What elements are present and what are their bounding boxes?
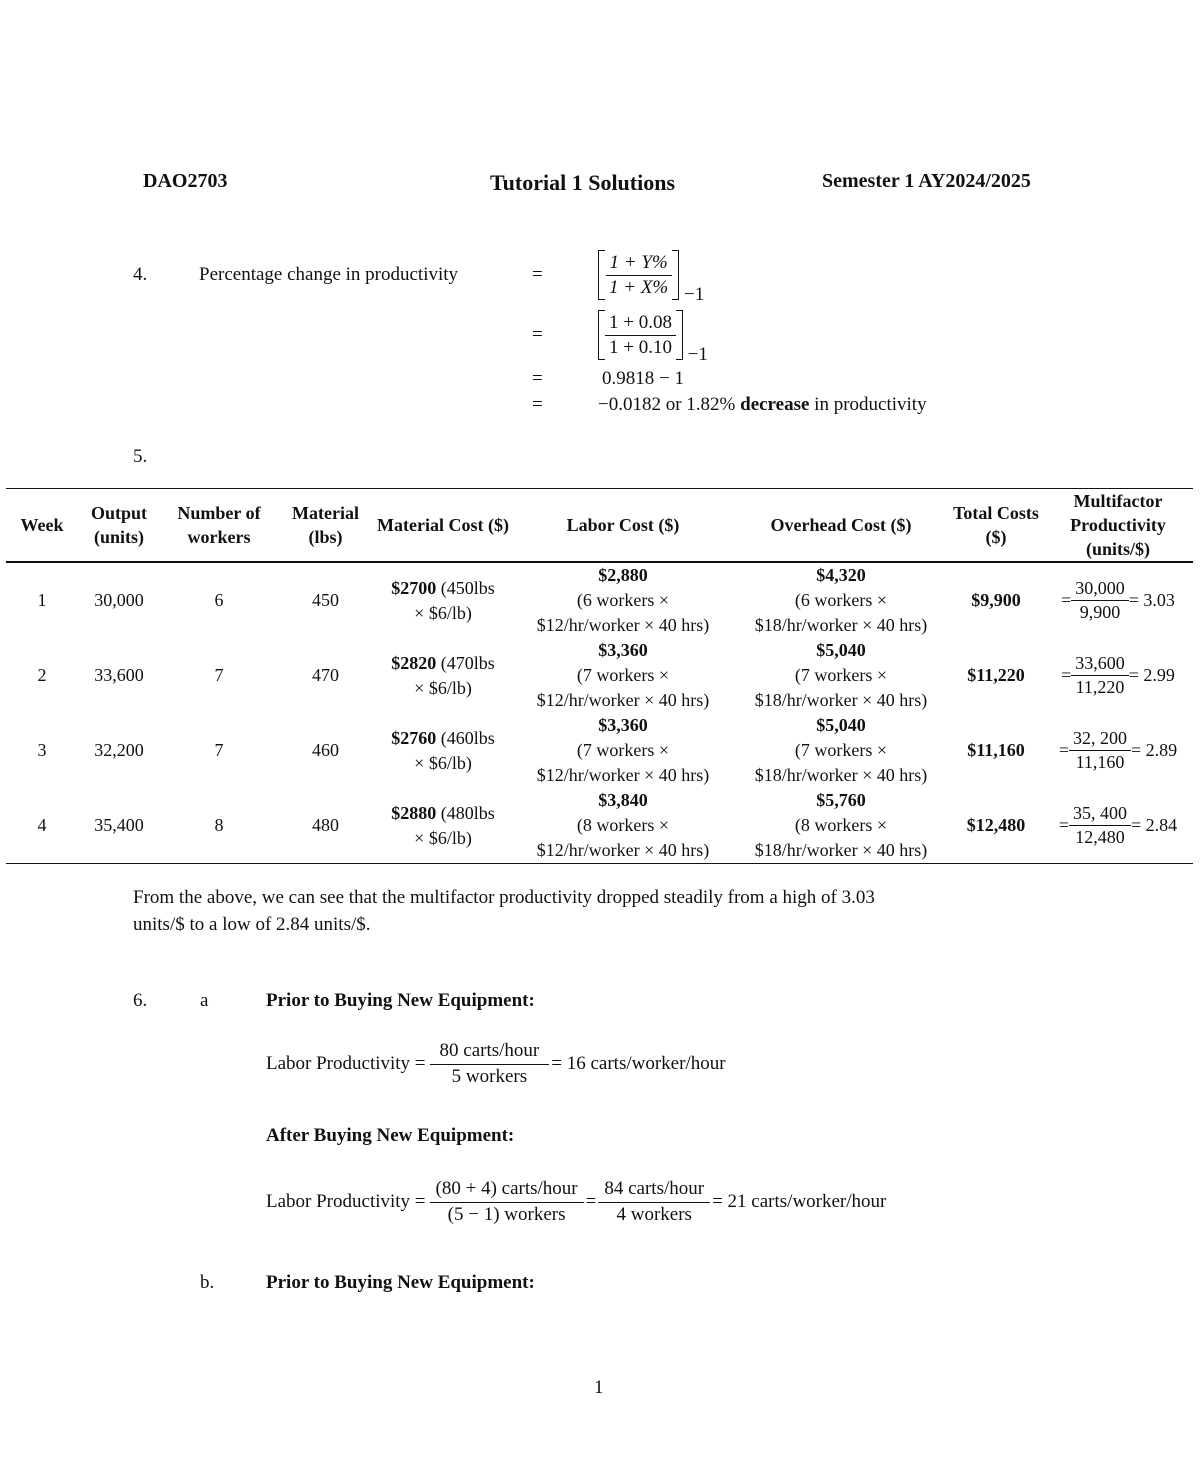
labor-cost-detail-2: $12/hr/worker × 40 hrs)	[536, 765, 710, 785]
mfp-value: = 2.89	[1131, 740, 1178, 760]
material-cost-detail-2: × $6/lb)	[414, 827, 472, 848]
overhead-cost-value: $5,040	[816, 715, 866, 735]
material-cost-value: $2880	[391, 802, 437, 823]
q6-after-den2: 4 workers	[616, 1203, 692, 1225]
q4-step4-post: in productivity	[814, 394, 927, 415]
q6-part-b: b.	[200, 1272, 215, 1293]
q4-step1-tail: −1	[684, 284, 705, 305]
overhead-cost-value: $4,320	[816, 565, 866, 585]
col-header-week: Week	[20, 515, 64, 535]
overhead-cost-detail-1: (8 workers ×	[794, 815, 888, 835]
cell-week: 2	[37, 665, 47, 685]
cell-labor-cost	[513, 713, 733, 788]
q4-step2-tail: −1	[687, 344, 708, 365]
q4-step2-den: 1 + 0.10	[609, 336, 672, 358]
cell-output: 30,000	[94, 590, 144, 610]
overhead-cost-detail-2: $18/hr/worker × 40 hrs)	[754, 840, 928, 860]
cell-material: 450	[312, 590, 339, 610]
cell-total-costs: $12,480	[966, 815, 1026, 835]
material-cost-detail-2: × $6/lb)	[414, 602, 472, 623]
q4-eq-4: =	[532, 394, 543, 415]
labor-cost-detail-1: (8 workers ×	[576, 815, 670, 835]
material-cost-value: $2820	[391, 652, 437, 673]
cell-total-costs: $9,900	[971, 590, 1021, 610]
mfp-denominator: 9,900	[1079, 602, 1121, 622]
cell-week: 1	[37, 590, 47, 610]
q6-prior-equation	[266, 1040, 726, 1088]
mfp-numerator: 33,600	[1071, 653, 1129, 676]
q4-step-1	[598, 250, 704, 306]
labor-cost-value: $3,360	[598, 715, 648, 735]
col-header-mfp: Multifactor Productivity (units/$)	[1070, 491, 1166, 559]
q4-step2-num: 1 + 0.08	[605, 312, 676, 336]
cell-labor-cost	[513, 788, 733, 864]
labor-cost-detail-1: (7 workers ×	[576, 665, 670, 685]
cell-mfp	[1043, 562, 1193, 638]
overhead-cost-detail-1: (6 workers ×	[794, 590, 888, 610]
cell-output: 35,400	[94, 815, 144, 835]
labor-cost-detail-2: $12/hr/worker × 40 hrs)	[536, 690, 710, 710]
cell-workers: 7	[214, 665, 224, 685]
labor-cost-detail-1: (6 workers ×	[576, 590, 670, 610]
cell-material: 470	[312, 665, 339, 685]
course-code: DAO2703	[143, 170, 228, 192]
q6-prior-heading-b: Prior to Buying New Equipment:	[266, 1272, 535, 1293]
q4-label: Percentage change in productivity	[199, 264, 459, 285]
overhead-cost-value: $5,760	[816, 790, 866, 810]
q6-prior-num: 80 carts/hour	[430, 1040, 550, 1065]
page-title: Tutorial 1 Solutions	[490, 170, 676, 195]
q6-after-eq: =	[585, 1190, 597, 1212]
cell-output: 33,600	[94, 665, 144, 685]
mfp-value: = 3.03	[1128, 590, 1175, 610]
q4-step-3: 0.9818 − 1	[602, 368, 684, 389]
q6-after-heading: After Buying New Equipment:	[266, 1125, 515, 1146]
col-header-labor-cost: Labor Cost ($)	[566, 515, 680, 535]
cell-material-cost	[373, 638, 513, 713]
q6-after-result: = 21 carts/worker/hour	[712, 1190, 887, 1212]
productivity-table	[6, 488, 1193, 864]
table-row	[6, 638, 1193, 713]
table-header-row	[6, 489, 1193, 563]
mfp-eq: =	[1061, 665, 1072, 685]
labor-cost-value: $2,880	[598, 565, 648, 585]
q4-step1-num: 1 + Y%	[606, 252, 672, 276]
material-cost-detail-1: (470lbs	[440, 652, 495, 673]
q4-eq-1: =	[532, 264, 543, 285]
q4-step4-bold: decrease	[740, 394, 810, 415]
mfp-numerator: 32, 200	[1069, 728, 1131, 751]
table-row	[6, 713, 1193, 788]
col-header-material-cost: Material Cost ($)	[377, 515, 509, 535]
material-cost-value: $2760	[391, 727, 437, 748]
cell-labor-cost	[513, 638, 733, 713]
material-cost-detail-1: (460lbs	[440, 727, 495, 748]
mfp-denominator: 11,160	[1075, 752, 1125, 772]
cell-material: 460	[312, 740, 339, 760]
labor-cost-value: $3,360	[598, 640, 648, 660]
overhead-cost-detail-2: $18/hr/worker × 40 hrs)	[754, 690, 928, 710]
overhead-cost-detail-1: (7 workers ×	[794, 740, 888, 760]
q6-lp-label: Labor Productivity =	[266, 1052, 426, 1074]
table-row	[6, 562, 1193, 638]
q6-after-den1: (5 − 1) workers	[447, 1203, 566, 1225]
q4-step-2	[598, 310, 708, 366]
q4-step4-pre: −0.0182 or 1.82%	[598, 394, 736, 415]
mfp-numerator: 30,000	[1071, 578, 1129, 601]
q4-eq-3: =	[532, 368, 543, 389]
q4-step-4	[598, 394, 927, 416]
cell-labor-cost	[513, 562, 733, 638]
semester-label: Semester 1 AY2024/2025	[822, 170, 1031, 192]
q6-part-a: a	[200, 990, 209, 1011]
q6-prior-heading: Prior to Buying New Equipment:	[266, 990, 535, 1011]
overhead-cost-detail-1: (7 workers ×	[794, 665, 888, 685]
material-cost-detail-2: × $6/lb)	[414, 752, 472, 773]
cell-output: 32,200	[94, 740, 144, 760]
q6-after-equation	[266, 1178, 886, 1226]
cell-mfp	[1043, 713, 1193, 788]
cell-material: 480	[312, 815, 339, 835]
overhead-cost-detail-2: $18/hr/worker × 40 hrs)	[754, 765, 928, 785]
q5-conclusion-line-1: From the above, we can see that the multifactor productivity dropped steadily from a high of 3.03	[133, 887, 875, 908]
cell-total-costs: $11,220	[967, 665, 1025, 685]
material-cost-value: $2700	[391, 577, 437, 598]
q6-after-num1: (80 + 4) carts/hour	[430, 1178, 584, 1203]
cell-overhead-cost	[733, 562, 949, 638]
q6-prior-result: = 16 carts/worker/hour	[551, 1052, 726, 1074]
material-cost-detail-2: × $6/lb)	[414, 677, 472, 698]
labor-cost-detail-2: $12/hr/worker × 40 hrs)	[536, 615, 710, 635]
cell-week: 3	[37, 740, 47, 760]
labor-cost-detail-2: $12/hr/worker × 40 hrs)	[536, 840, 710, 860]
mfp-denominator: 12,480	[1075, 827, 1125, 847]
q6-lp-label-2: Labor Productivity =	[266, 1190, 426, 1212]
mfp-value: = 2.84	[1131, 815, 1178, 835]
cell-workers: 6	[214, 590, 224, 610]
mfp-eq: =	[1058, 815, 1069, 835]
q4-eq-2: =	[532, 324, 543, 345]
mfp-value: = 2.99	[1128, 665, 1175, 685]
q6-number: 6.	[133, 990, 148, 1011]
cell-overhead-cost	[733, 638, 949, 713]
q5-number: 5.	[133, 446, 148, 467]
page-number: 1	[594, 1377, 604, 1398]
cell-workers: 7	[214, 740, 224, 760]
cell-mfp	[1043, 638, 1193, 713]
labor-cost-detail-1: (7 workers ×	[576, 740, 670, 760]
cell-material-cost	[373, 562, 513, 638]
mfp-eq: =	[1058, 740, 1069, 760]
mfp-denominator: 11,220	[1075, 677, 1125, 697]
col-header-output: Output (units)	[90, 503, 148, 547]
material-cost-detail-1: (480lbs	[440, 802, 495, 823]
cell-mfp	[1043, 788, 1193, 864]
col-header-overhead-cost: Overhead Cost ($)	[770, 515, 912, 535]
cell-material-cost	[373, 788, 513, 864]
table-row	[6, 788, 1193, 864]
overhead-cost-value: $5,040	[816, 640, 866, 660]
q6-prior-den: 5 workers	[451, 1065, 528, 1087]
material-cost-detail-1: (450lbs	[440, 577, 495, 598]
cell-overhead-cost	[733, 788, 949, 864]
labor-cost-value: $3,840	[598, 790, 648, 810]
cell-week: 4	[37, 815, 47, 835]
overhead-cost-detail-2: $18/hr/worker × 40 hrs)	[754, 615, 928, 635]
cell-total-costs: $11,160	[967, 740, 1025, 760]
mfp-numerator: 35, 400	[1069, 803, 1131, 826]
q4-number: 4.	[133, 264, 148, 285]
q5-conclusion-line-2: units/$ to a low of 2.84 units/$.	[133, 914, 371, 935]
q6-after-num2: 84 carts/hour	[598, 1178, 710, 1203]
cell-material-cost	[373, 713, 513, 788]
cell-workers: 8	[214, 815, 224, 835]
col-header-material: Material (lbs)	[292, 503, 359, 547]
col-header-workers: Number of workers	[177, 503, 261, 547]
cell-overhead-cost	[733, 713, 949, 788]
col-header-total-costs: Total Costs ($)	[953, 503, 1039, 547]
mfp-eq: =	[1061, 590, 1072, 610]
q4-step1-den: 1 + X%	[609, 276, 669, 298]
